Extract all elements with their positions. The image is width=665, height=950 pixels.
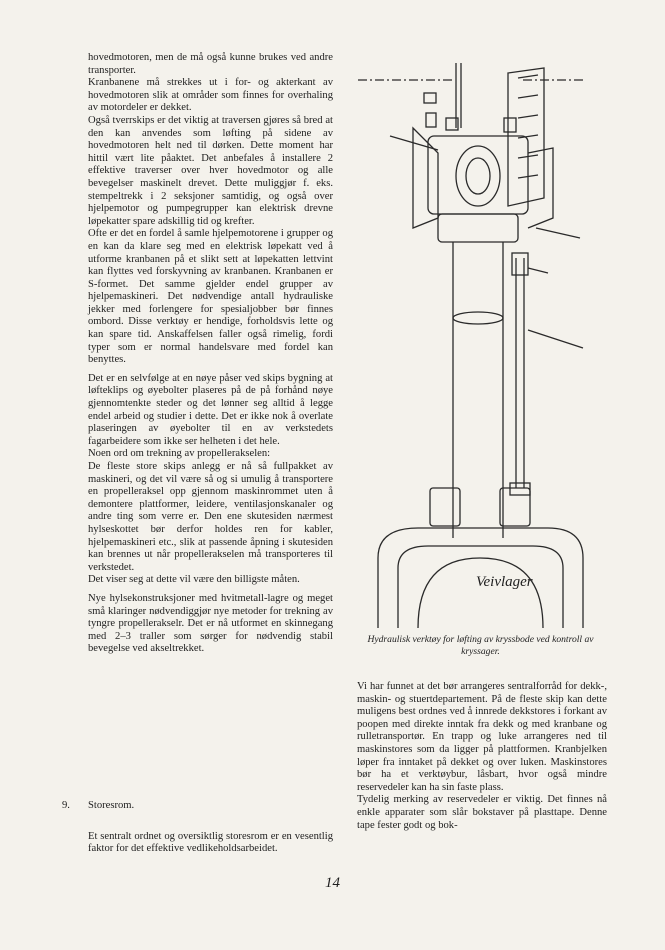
paragraph: Tydelig merking av reservedeler er viktig. Det finnes nå enkle apparater som slår bokstaver på plasttape. Denne tape fester godt og bok- bbox=[357, 794, 607, 831]
paragraph: hovedmotoren, men de må også kunne brukes ved andre transporter. bbox=[88, 52, 333, 76]
paragraph: Det er en selvfølge at en nøye påser ved skips bygning at løfteklips og øyebolter plaseres på de på forhånd nøye gjennomtenkte steder og det lønner seg alltid å legge endel arbeid og studier i dette. Det er ikke nok å overlate plaseringen av øyebolter til en av verkstedets fagarbeidere som ikke ser helheten i det hele. bbox=[88, 372, 333, 447]
paragraph: Det viser seg at dette vil være den billigste måten. bbox=[88, 574, 300, 586]
section-heading bbox=[62, 800, 337, 813]
section-body: Et sentralt ordnet og oversiktlig storesrom er en vesentlig faktor for det effektive vedlikeholdsarbeidet. bbox=[88, 830, 333, 855]
section-number: 9. bbox=[62, 800, 70, 811]
section-storesrom bbox=[62, 800, 337, 855]
figure-caption: Hydraulisk verktøy for løfting av kryssbode ved kontroll av kryssager. bbox=[367, 634, 594, 657]
figure-handwritten-label: Veivlager bbox=[476, 574, 533, 590]
paragraph: Også tverrskips er det viktig at traversen gjøres så bred at den kan anvendes som løfting på sidene av hovedmotoren helt ned til dørken. Dette moment har hittil vært lite påaktet. Det anbefales å installere 2 effektive traverser over hver hovedmotor og alle bevegelser maskinelt drevet. Dette muliggjør f. eks. stempeltrekk i 2 seksjoner samtidig, og også over hjelpemotor og pumpegrupper kan elektrisk drevne løpekatter spare adskillig tid og krefter. bbox=[88, 114, 333, 227]
paragraph: Noen ord om trekning av propellerakselen: bbox=[88, 448, 271, 460]
left-column bbox=[88, 52, 333, 656]
section-title: Storesrom. bbox=[88, 800, 135, 811]
paragraph: Ofte er det en fordel å samle hjelpemotorene i grupper og en kan da klare seg med en elektrisk løpekatt ved å utforme kranbanen på et slikt sett at løpekatten lettvint kan flyttes ved forskyvning av kranbanen. Kranbanen er S-formet. Det samme gjelder endel grupper av hjelpemaskineri. Det nødvendige antall hydrauliske jekker med forlengere for spesialjobber bør finnes ombord. Disse verktøy er hendige, forholdsvis lette og kan spare tid. Anskaffelsen faller også rimelig, fordi typer som er normal handelsvare med fordel kan benyttes. bbox=[88, 228, 333, 366]
paragraph: De fleste store skips anlegg er nå så fullpakket av maskineri, og det vil være så og si umulig å transportere en propelleraksel opp gjennom maskinrommet uten å demontere plattformer, leidere, ventilasjonskanaler og andre ting som verre er. Den ene skutesiden nærmest hylseskottet bør derfor holdes ren for kabler, hjelpemaskineri etc., slik at passende åpning i skutesiden kan brennes ut når propellerakselen må transporteres til verkstedet. bbox=[88, 461, 333, 573]
right-column bbox=[357, 681, 607, 832]
paragraph: Vi har funnet at det bør arrangeres sentralforråd for dekk-, maskin- og stuertdepartement. På de fleste skip kan dette muligens best ordnes ved å innrede dekkstores i forkant av poopen med direkte inntak fra dekk og med kranbane og rulletransportør. En trapp og luke arrangeres ned til maskinstores som da ligger på plattformen. Kranbjelken løper fra inntaket på dekket og over luken. Maskinstores bør ha et verktøybur, låsbart, hvor også mindre reservedeler kan ha sin faste plass. bbox=[357, 681, 607, 793]
paragraph: Kranbanene må strekkes ut i for- og akterkant av hovedmotoren slik at områder som finnes for overhaling av motordeler er dekket. bbox=[88, 77, 333, 114]
paragraph: Nye hylsekonstruksjoner med hvitmetall-lagre og meget små klaringer nødvendiggjør nye metoder for trekning av tyngre propellerakselr. Det er nå utformet en skinnegang med 2–3 traller som sørger for nødvendig stabil bevegelse ved akseltrekket. bbox=[88, 592, 333, 655]
page-number: 14 bbox=[325, 875, 340, 891]
connecting-rod-figure bbox=[358, 58, 603, 628]
